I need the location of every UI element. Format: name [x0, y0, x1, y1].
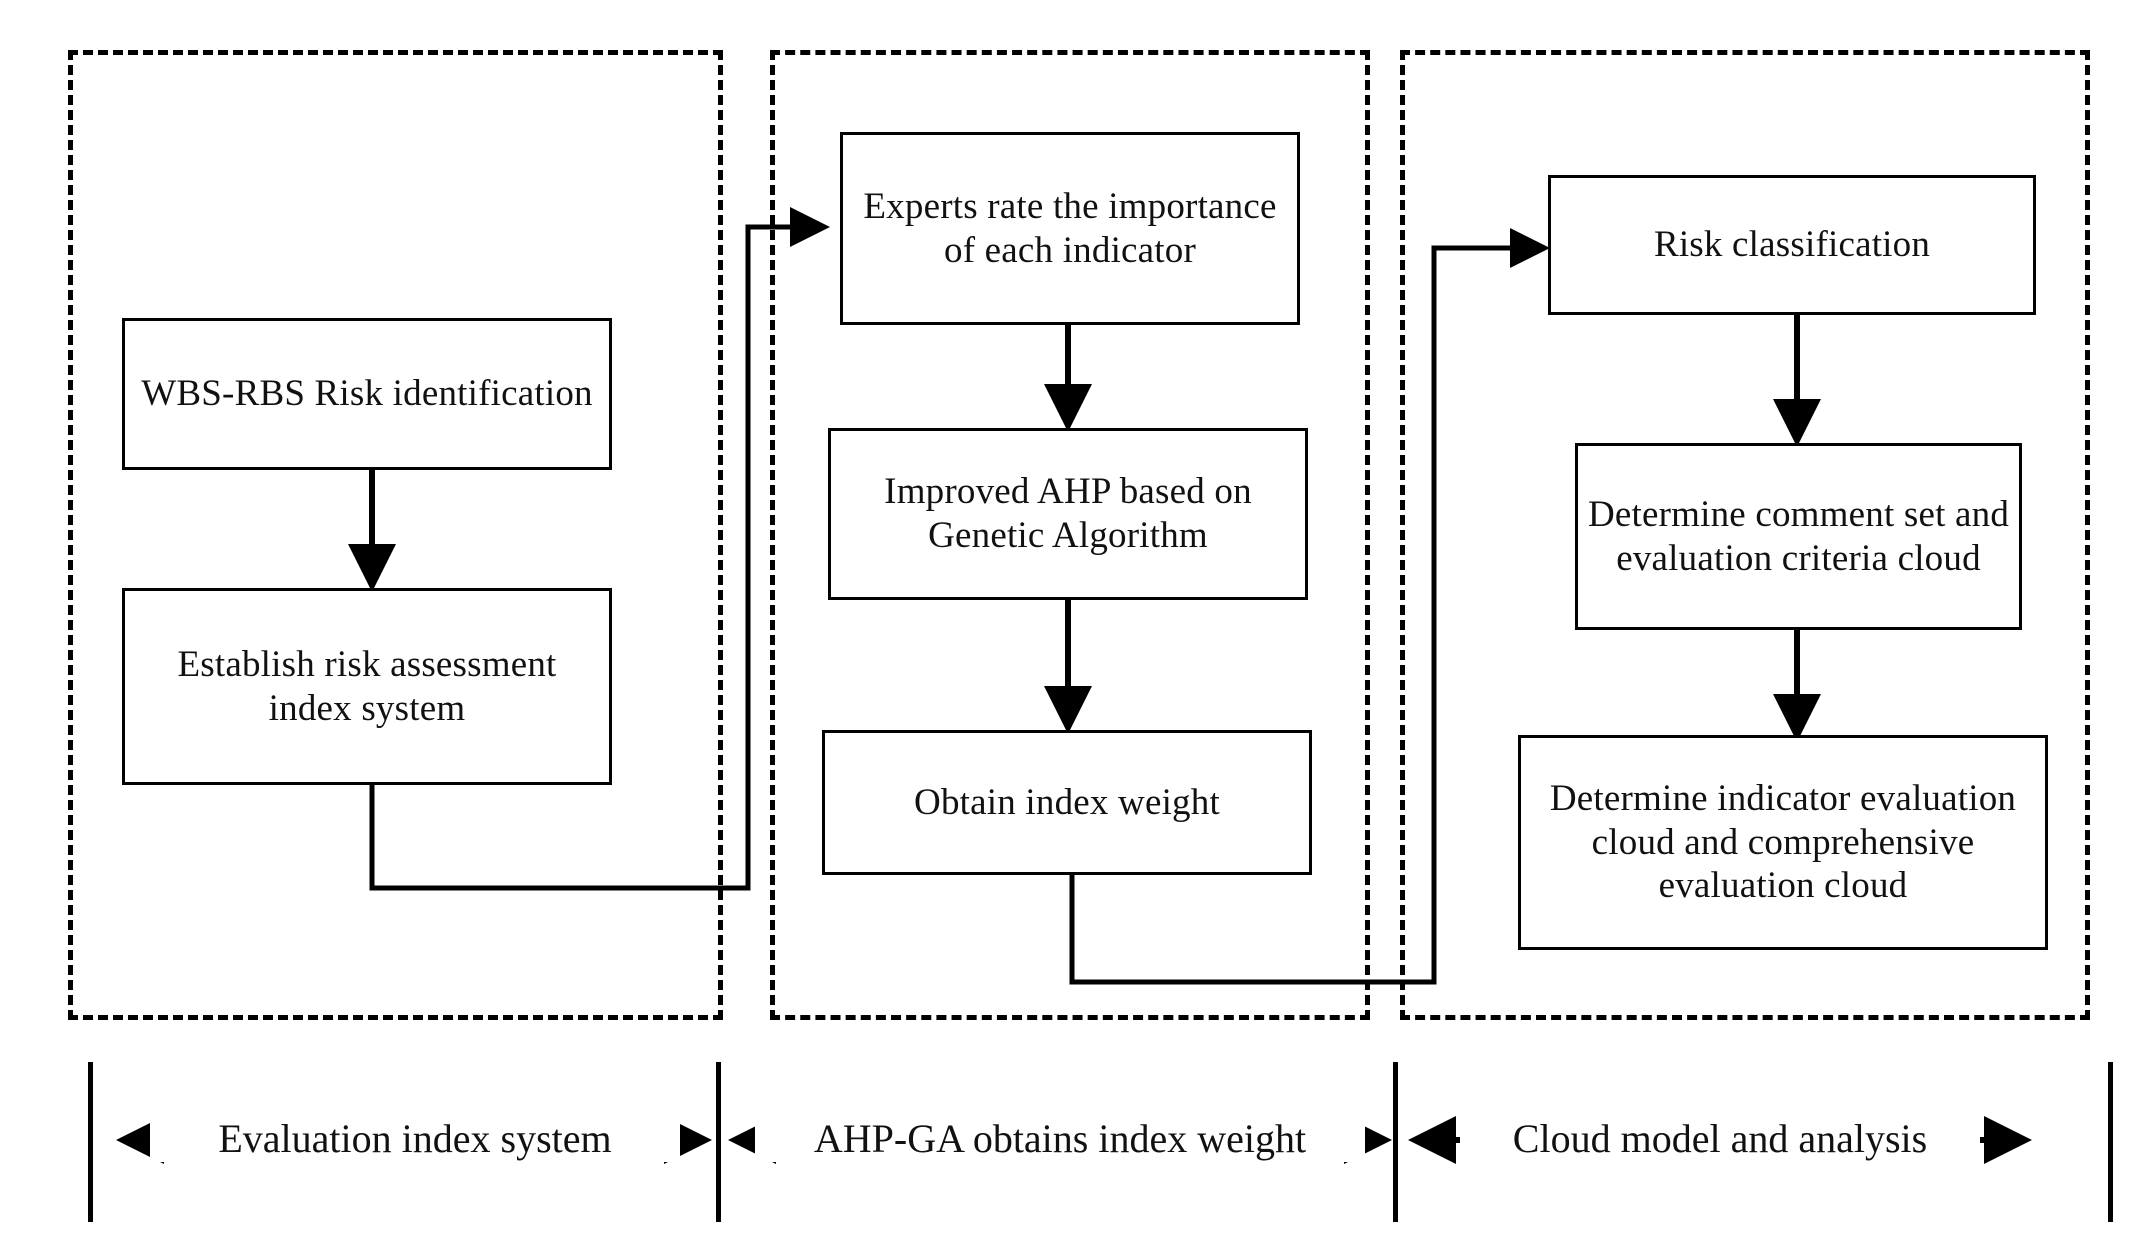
- node-obtain-index-weight[interactable]: [822, 730, 1312, 875]
- legend-cloud-model-and-analysis: [1460, 1115, 1980, 1162]
- node-label: Determine comment set and evaluation criteria cloud: [1587, 493, 2010, 579]
- legend-divider-mid-1: [716, 1062, 721, 1222]
- legend-divider-left: [88, 1062, 93, 1222]
- node-determine-indicator-evaluation-cloud[interactable]: [1518, 735, 2048, 950]
- node-label: WBS-RBS Risk identification: [141, 373, 593, 415]
- legend-text: Evaluation index system: [218, 1116, 612, 1161]
- node-improved-ahp-genetic-algorithm[interactable]: [828, 428, 1308, 600]
- node-risk-classification[interactable]: [1548, 175, 2036, 315]
- legend-evaluation-index-system: [150, 1115, 680, 1162]
- node-wbs-rbs-risk-identification[interactable]: [122, 318, 612, 470]
- legend-text: AHP-GA obtains index weight: [813, 1116, 1307, 1161]
- legend-divider-right: [2108, 1062, 2113, 1222]
- legend-text: Cloud model and analysis: [1512, 1116, 1928, 1161]
- node-label: Risk classification: [1653, 224, 1931, 266]
- node-determine-comment-set-and-evaluation-criteria-cloud[interactable]: [1575, 443, 2022, 630]
- legend-ahp-ga-obtains-index-weight: [755, 1115, 1365, 1162]
- phase-container-evaluation-index-system: [68, 50, 723, 1020]
- node-label: Establish risk assessment index system: [177, 643, 557, 729]
- node-label: Experts rate the importance of each indicator: [863, 185, 1277, 271]
- node-label: Obtain index weight: [914, 781, 1220, 823]
- node-label: Improved AHP based on Genetic Algorithm: [884, 471, 1252, 556]
- node-establish-risk-assessment-index-system[interactable]: [122, 588, 612, 785]
- node-experts-rate-importance[interactable]: [840, 132, 1300, 325]
- node-label: Determine indicator evaluation cloud and comprehensive evaluation cloud: [1549, 778, 2017, 907]
- legend-divider-mid-2: [1393, 1062, 1398, 1222]
